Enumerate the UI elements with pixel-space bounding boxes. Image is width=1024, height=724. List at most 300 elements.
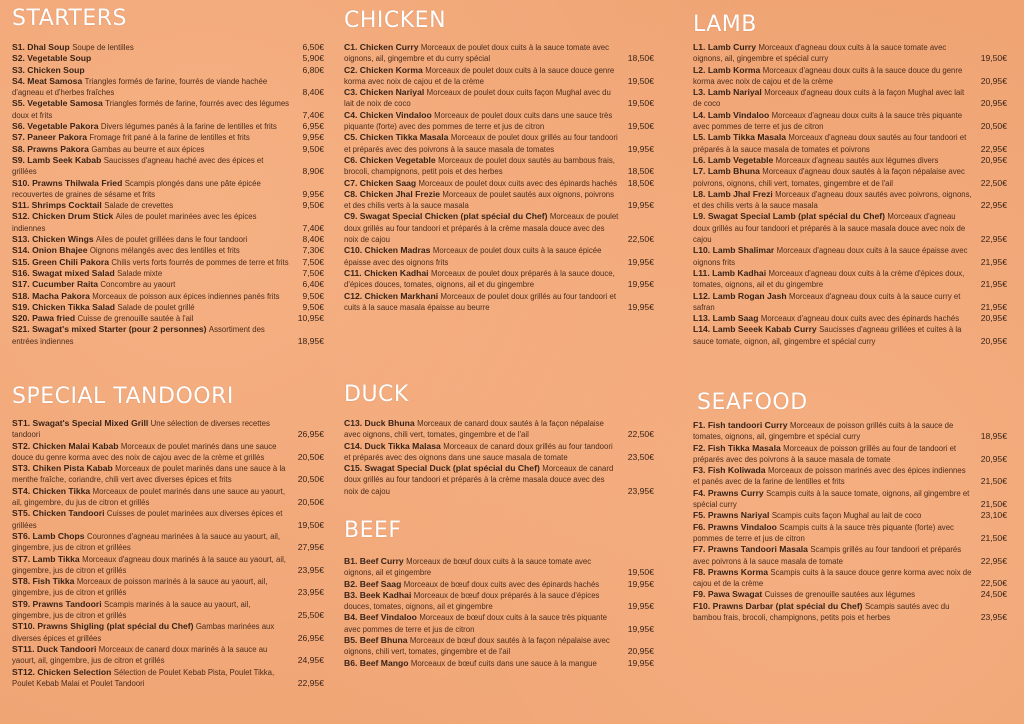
menu-item [12, 644, 324, 667]
item-name: Vegetable Soup [27, 53, 92, 64]
starters-section [12, 6, 127, 31]
item-code: F5. [693, 510, 706, 521]
menu-item [693, 42, 1007, 65]
item-description: Morceaux de bœuf doux cuits à la sauce très piquante avec pommes de terre et jus de citron [344, 613, 607, 634]
seafood-list [693, 420, 1007, 623]
item-price: 20,95€ [980, 453, 1007, 464]
item-code: L8. [693, 188, 706, 199]
item-price: 21,95€ [980, 301, 1007, 312]
item-code: F1. [693, 420, 706, 430]
item-code: ST9. [12, 598, 31, 609]
menu-item [12, 313, 324, 324]
item-name: Beef Mango [359, 657, 409, 668]
menu-item [12, 554, 324, 577]
item-name: Prawns Shigling (plat spécial du Chef) [37, 621, 194, 632]
item-price: 20,95€ [980, 335, 1007, 346]
menu-item [12, 121, 324, 132]
item-name: Paneer Pakora [27, 132, 88, 143]
item-code: ST12. [12, 666, 35, 677]
item-description: Scampis cuits à la sauce douce genre korma avec noix de cajou et de la crème [693, 567, 972, 589]
menu-item [693, 601, 1007, 624]
lamb-section [693, 12, 757, 37]
item-price: 26,95€ [297, 632, 324, 643]
item-name: Chicken Curry [359, 42, 419, 52]
item-price: 23,95€ [297, 587, 324, 598]
menu-item [344, 178, 654, 189]
item-code: L10. [693, 245, 711, 256]
item-code: F6. [693, 521, 706, 532]
item-description: Gambas marinées aux diverses épices et grillées [12, 622, 275, 643]
item-description: Scampis cuits façon Mughal au lait de coco [771, 511, 922, 521]
menu-item [693, 291, 1007, 314]
item-price: 21,50€ [980, 476, 1007, 487]
menu-item [12, 268, 324, 279]
item-name: Chicken Tikka [32, 485, 91, 496]
item-price: 20,50€ [297, 451, 324, 462]
item-name: Chicken Korma [359, 64, 423, 75]
item-price: 22,95€ [980, 234, 1007, 245]
item-code: C14. [344, 440, 363, 451]
item-name: Lamb Seeek Kabab Curry [712, 324, 817, 335]
item-description: Morceaux de poulet doux sautés au bambous frais, brocoli, champignons, petit pois et des herbes [344, 155, 615, 177]
item-name: Lamb Chops [32, 530, 85, 541]
item-code: S19. [12, 301, 30, 312]
item-description: Morceaux de poulet doux cuits à la sauce épicée épaisse avec des oignons frits [344, 246, 602, 267]
menu-item [693, 268, 1007, 291]
item-price: 18,50€ [627, 177, 654, 188]
beef-section [344, 518, 402, 543]
item-price: 22,50€ [980, 578, 1007, 589]
item-description: Cuisse de grenouille sautée à l'ail [77, 314, 194, 324]
item-name: Chicken Madras [364, 245, 431, 256]
item-price: 23,50€ [627, 451, 654, 462]
item-price: 6,95€ [302, 121, 324, 132]
item-price: 10,95€ [297, 313, 324, 324]
item-description: Morceaux de poulet doux cuits façon Mughal avec du lait de noix de coco [344, 88, 611, 109]
menu-item [12, 302, 324, 313]
duck-section [344, 382, 409, 407]
item-name: Cucumber Raita [32, 279, 98, 290]
item-description: Salade de crevettes [104, 201, 174, 211]
duck-list [344, 418, 654, 497]
item-code: C7. [344, 177, 358, 188]
item-price: 22,95€ [297, 677, 324, 688]
item-code: ST3. [12, 463, 31, 474]
item-code: L4. [693, 109, 706, 120]
item-price: 7,50€ [302, 256, 324, 267]
item-name: Swagat Special Chicken (plat spécial du Chef) [359, 211, 548, 222]
menu-item [344, 635, 654, 658]
beef-list [344, 556, 654, 669]
item-name: Vegetable Pakora [27, 121, 99, 132]
item-name: Lamb Tikka [32, 553, 80, 564]
item-description: Morceaux d'agneau doux sautés au four tandoori et préparés à la sauce masala de tomates et poivrons [693, 133, 967, 154]
item-description: Soupe de lentilles [72, 43, 134, 52]
starters-list [12, 42, 324, 347]
item-code: S12. [12, 211, 30, 222]
menu-item [344, 189, 654, 212]
menu-item [693, 465, 1007, 488]
item-description: Morceaux de bœuf cuits dans une sauce à la mangue [410, 658, 597, 668]
item-description: Morceaux de poulet marinés dans une sauce douce du genre korma avec des noix de cajou avec de la crème et grillés [12, 441, 277, 462]
item-description: Fromage frit pané à la farine de lentilles et frits [89, 133, 250, 143]
item-code: S18. [12, 290, 30, 301]
item-price: 21,95€ [980, 256, 1007, 267]
menu-item [693, 567, 1007, 590]
item-description: Morceaux d'agneau doux cuits à la sauce très piquante avec pommes de terre et jus de citron [693, 110, 963, 132]
item-name: Lamb Vindaloo [707, 109, 770, 120]
item-description: Morceaux de poulet doux grillés au four tandoori et préparés avec des poivrons à la sauce masala de tomates [344, 133, 618, 154]
item-price: 19,50€ [627, 75, 654, 86]
item-description: Assortiment des entrées indiennes [12, 325, 265, 346]
section-title: BEEF [344, 518, 402, 543]
item-description: Chilis verts forts fourrés de pommes de terre et frits [111, 257, 289, 267]
seafood-section [697, 390, 808, 415]
item-price: 19,95€ [627, 143, 654, 154]
item-description: Saucisses d'agneau haché avec des épices et grillées [12, 155, 264, 177]
item-code: F3. [693, 465, 706, 476]
item-name: Dhal Soup [27, 42, 70, 52]
menu-item [344, 42, 654, 65]
item-price: 22,50€ [980, 177, 1007, 188]
menu-item [344, 463, 654, 497]
item-price: 22,50€ [627, 234, 654, 245]
menu-item [12, 76, 324, 99]
item-name: Shrimps Cocktail [31, 200, 102, 211]
item-name: Onion Bhajee [32, 245, 88, 256]
item-name: Green Chili Pakora [32, 256, 109, 267]
item-code: S3. [12, 64, 25, 75]
chicken-list [344, 42, 654, 313]
item-code: L11. [693, 267, 710, 278]
menu-item [344, 211, 654, 245]
menu-item [693, 245, 1007, 268]
menu-item [344, 291, 654, 314]
menu-item [693, 211, 1007, 245]
menu-item [693, 132, 1007, 155]
item-name: Prawns Pakora [27, 143, 89, 154]
item-code: S16. [12, 267, 30, 278]
menu-item [693, 189, 1007, 212]
item-description: Ailes de poulet grillées dans le four tandoori [96, 235, 248, 245]
item-code: L2. [693, 64, 706, 75]
item-description: Morceaux de bœuf doux cuits avec des épinards hachés [403, 579, 600, 589]
item-description: Triangles formés de farine, fourrés avec des légumes doux et frits [12, 99, 290, 120]
item-name: Chicken Wings [32, 234, 94, 245]
item-description: Morceaux d'agneau doux sautés à la façon népalaise avec poivrons, oignons, chili vert, tomates, gingembre et de l'ail [693, 167, 965, 188]
section-title: LAMB [693, 12, 757, 37]
item-price: 18,95€ [980, 431, 1007, 442]
item-price: 20,50€ [297, 497, 324, 508]
menu-item [12, 245, 324, 256]
menu-item [12, 279, 324, 290]
item-description: Morceaux de canard doux grillés au four tandoori et préparés à la crème masala douce avec des noix de cajou [344, 464, 614, 496]
item-code: F2. [693, 442, 706, 453]
menu-item [693, 313, 1007, 324]
item-name: Chicken Markhani [364, 290, 439, 301]
item-name: Chicken Nariyal [359, 87, 425, 98]
item-description: Scampis grillés au four tandoori et préparés avec poivrons à la sauce masala de tomate [693, 545, 962, 566]
item-code: S9. [12, 154, 25, 165]
item-name: Chicken Tandoori [32, 508, 105, 519]
menu-item [12, 98, 324, 121]
item-code: S10. [12, 177, 30, 188]
item-name: Lamb Curry [707, 42, 757, 52]
menu-item [12, 463, 324, 486]
item-name: Prawns Darbar (plat spécial du Chef) [712, 600, 863, 611]
item-code: S5. [12, 98, 25, 109]
item-description: Morceaux d'agneau doux cuits avec des épinards hachés [760, 314, 960, 324]
item-price: 9,50€ [302, 143, 324, 154]
item-description: Morceaux d'agneau doux marinés à la sauce au yaourt, ail, gingembre, jus de citron et grillés [12, 554, 286, 575]
item-description: Morceaux de canard doux grillés au four tandoori et préparés avec des oignons dans une sauce masala de tomate [344, 441, 613, 462]
item-code: S13. [12, 234, 30, 245]
item-code: ST10. [12, 621, 35, 632]
item-name: Lamb Korma [707, 64, 761, 75]
item-name: Prawns Thilwala Fried [32, 177, 123, 188]
menu-item [12, 531, 324, 554]
menu-item [12, 486, 324, 509]
item-code: S4. [12, 75, 25, 86]
item-name: Chicken Jhal Frezie [359, 188, 441, 199]
item-code: S15. [12, 256, 30, 267]
menu-item [344, 418, 654, 441]
menu-item [693, 65, 1007, 88]
menu-item [12, 42, 324, 53]
item-name: Pawa fried [32, 313, 76, 324]
item-price: 8,40€ [302, 234, 324, 245]
chicken-section [344, 8, 446, 33]
item-description: Morceaux de canard doux sautés à la façon népalaise avec oignons, chili vert, tomates, gingembre et de l'ail [344, 419, 604, 440]
menu-item [344, 590, 654, 613]
item-price: 9,50€ [302, 200, 324, 211]
item-code: S2. [12, 53, 25, 64]
item-name: Meat Samosa [27, 75, 83, 86]
item-price: 19,95€ [627, 256, 654, 267]
item-price: 23,10€ [980, 510, 1007, 521]
item-code: ST2. [12, 440, 31, 451]
item-code: L9. [693, 211, 706, 222]
item-name: Chicken Drum Stick [32, 211, 114, 222]
menu-item [12, 508, 324, 531]
item-price: 19,95€ [627, 200, 654, 211]
item-code: F8. [693, 566, 706, 577]
item-price: 23,95€ [627, 485, 654, 496]
section-title: SPECIAL TANDOORI [12, 384, 234, 409]
menu-item [344, 87, 654, 110]
item-price: 6,80€ [302, 64, 324, 75]
item-price: 27,95€ [297, 542, 324, 553]
item-description: Morceaux de poulet doux cuits avec des épinards hachés [418, 178, 618, 188]
item-name: Chicken Soup [27, 64, 85, 75]
menu-item [12, 324, 324, 347]
item-name: Fish Tikka Masala [707, 442, 781, 453]
item-name: Lamb Bhuna [707, 166, 760, 177]
item-name: Duck Bhuna [364, 418, 415, 428]
item-price: 24,50€ [980, 589, 1007, 600]
item-price: 20,50€ [297, 474, 324, 485]
item-description: Cuisses de poulet marinées aux diverses épices et grillées [12, 509, 283, 530]
item-name: Vegetable Samosa [27, 98, 103, 109]
item-description: Couronnes d'agneau marinées à la sauce au yaourt, ail, gingembre, jus de citron et grillées [12, 531, 281, 553]
item-price: 20,95€ [627, 646, 654, 657]
item-description: Scampis marinés à la sauce au yaourt, ail, gingembre, jus de citron et grillés [12, 599, 251, 621]
item-description: Morceaux de poisson marinés à la sauce au yaourt, ail, gingembre, jus de citron et grillés [12, 577, 268, 598]
menu-item [344, 268, 654, 291]
item-description: Morceaux de canard doux marinés à la sauce au yaourt, ail, gingembre, jus de citron et grillés [12, 644, 268, 666]
item-price: 9,50€ [302, 301, 324, 312]
item-description: Morceaux de poulet doux préparés à la sauce douce, d'épices douces, tomates, oignons, ail et du gingembre [344, 268, 615, 290]
menu-item [12, 200, 324, 211]
item-name: Chicken Selection [37, 666, 112, 677]
item-description: Ailes de poulet marinées avec les épices indiennes [12, 212, 257, 233]
item-code: C2. [344, 64, 358, 75]
item-code: L12. [693, 290, 711, 301]
menu-item [344, 612, 654, 635]
item-price: 23,95€ [980, 612, 1007, 623]
item-code: C10. [344, 245, 363, 256]
item-code: L7. [693, 166, 706, 177]
item-code: B6. [344, 657, 358, 668]
item-code: F9. [693, 589, 706, 600]
item-code: S20. [12, 313, 30, 324]
item-description: Morceaux d'agneau doux sautés avec poivrons, oignons, et des chilis verts à la sauce masala [693, 189, 972, 211]
item-code: C3. [344, 87, 358, 98]
item-price: 23,95€ [297, 564, 324, 575]
menu-item [344, 110, 654, 133]
item-code: B4. [344, 612, 358, 623]
item-code: C9. [344, 211, 358, 222]
item-name: Beef Bhuna [359, 635, 408, 646]
item-price: 19,95€ [627, 279, 654, 290]
item-price: 19,95€ [627, 657, 654, 668]
menu-item [12, 53, 324, 64]
menu-item [344, 245, 654, 268]
menu-item [12, 441, 324, 464]
item-name: Pawa Swagat [707, 589, 763, 600]
section-title: CHICKEN [344, 8, 447, 33]
item-price: 8,40€ [302, 87, 324, 98]
item-price: 21,50€ [980, 532, 1007, 543]
item-name: Chicken Tikka Masala [359, 132, 449, 143]
tandoori-section [12, 384, 234, 409]
item-name: Lamb Nariyal [707, 87, 762, 98]
item-description: Morceaux de poulet sautés aux oignons, poivrons et des chilis verts à la sauce masala [344, 189, 615, 211]
item-code: L13. [693, 313, 711, 324]
item-name: Chicken Tikka Salad [32, 301, 116, 312]
menu-item [12, 667, 324, 690]
item-price: 22,50€ [627, 429, 654, 440]
item-description: Oignons mélangés avec des lentilles et frits [89, 246, 240, 256]
item-code: S21. [12, 324, 30, 335]
item-price: 19,50€ [627, 121, 654, 132]
item-description: Morceaux d'agneau doux cuits à la sauce curry et safran [693, 291, 961, 312]
item-price: 18,50€ [627, 53, 654, 64]
item-description: Morceaux de bœuf doux sautés à la façon népalaise avec oignons, chili vert, tomates, gingembre et de l'ail [344, 636, 610, 657]
item-name: Swagat's Special Mixed Grill [32, 418, 149, 428]
item-name: Macha Pakora [32, 290, 90, 301]
tandoori-list [12, 418, 324, 689]
item-name: Chicken Saag [359, 177, 417, 188]
item-code: ST4. [12, 485, 31, 496]
item-description: Gambas au beurre et aux épices [91, 144, 205, 154]
item-description: Morceaux de bœuf doux préparés à la sauce d'épices douces, tomates, oignons, ail et gingembre [344, 590, 600, 612]
item-name: Chicken Vindaloo [359, 109, 432, 120]
item-code: ST6. [12, 530, 31, 541]
item-code: B1. [344, 556, 358, 566]
item-price: 6,40€ [302, 279, 324, 290]
item-description: Morceaux d'agneau doux cuits à la sauce tomate avec oignons, ail, gingembre et spécial curry [693, 43, 947, 64]
item-name: Chicken Kadhai [364, 267, 429, 278]
item-description: Morceaux de poulet doux grillés au four tandoori et cuits à la sauce masala épaisse au beurre [344, 291, 617, 312]
item-code: C4. [344, 109, 358, 120]
menu-item [693, 510, 1007, 521]
item-code: S11. [12, 200, 30, 211]
item-name: Prawns Tandoori Masala [707, 544, 808, 555]
item-name: Lamb Rogan Jash [712, 290, 787, 301]
item-price: 9,95€ [302, 132, 324, 143]
item-code: C8. [344, 188, 358, 199]
item-price: 20,50€ [980, 121, 1007, 132]
item-price: 18,50€ [627, 166, 654, 177]
item-price: 22,95€ [980, 555, 1007, 566]
item-code: S8. [12, 143, 25, 154]
menu-item [12, 211, 324, 234]
menu-item [693, 544, 1007, 567]
item-name: Prawns Korma [707, 566, 768, 577]
item-code: C11. [344, 267, 362, 278]
item-description: Salade mixte [117, 268, 163, 278]
item-code: L14. [693, 324, 711, 335]
item-name: Lamb Saag [712, 313, 759, 324]
menu-item [344, 556, 654, 579]
menu-item [12, 599, 324, 622]
item-price: 25,50€ [297, 610, 324, 621]
item-price: 21,95€ [980, 279, 1007, 290]
item-code: C5. [344, 132, 358, 143]
item-code: ST11. [12, 643, 35, 654]
item-name: Lamb Seek Kabab [27, 154, 102, 165]
item-price: 7,40€ [302, 222, 324, 233]
menu-item [344, 65, 654, 88]
item-price: 7,50€ [302, 267, 324, 278]
menu-item [693, 87, 1007, 110]
item-code: C13. [344, 418, 363, 428]
menu-item [693, 155, 1007, 166]
item-code: L6. [693, 154, 706, 165]
item-name: Swagat's mixed Starter (pour 2 personnes) [32, 324, 207, 335]
item-price: 6,50€ [302, 42, 324, 52]
item-code: B2. [344, 578, 358, 589]
item-description: Morceaux de poisson marinés avec des épices indiennes et panés avec de la farine de lentilles et frits [693, 466, 966, 487]
item-name: Lamb Jhal Frezi [707, 188, 773, 199]
item-description: Morceaux de poisson grillés cuits à la sauce de tomates, oignons, ail, gingembre et spécial curry [693, 421, 954, 442]
item-price: 19,95€ [627, 578, 654, 589]
item-description: Morceaux de poulet doux cuits à la sauce tomate avec oignons, ail, gingembre et du curry spécial [344, 43, 610, 64]
item-price: 20,95€ [980, 154, 1007, 165]
menu-item [693, 110, 1007, 133]
item-price: 22,95€ [980, 200, 1007, 211]
item-code: C1. [344, 42, 358, 52]
menu-item [12, 291, 324, 302]
item-price: 19,50€ [980, 53, 1007, 64]
item-price: 7,40€ [302, 109, 324, 120]
item-code: B3. [344, 589, 358, 600]
item-price: 7,30€ [302, 245, 324, 256]
item-name: Fish tandoori Curry [707, 420, 788, 430]
item-price: 5,90€ [302, 53, 324, 64]
item-description: Scampis sautés avec du bambou frais, brocoli, champignons, petits pois et herbes [693, 601, 950, 623]
